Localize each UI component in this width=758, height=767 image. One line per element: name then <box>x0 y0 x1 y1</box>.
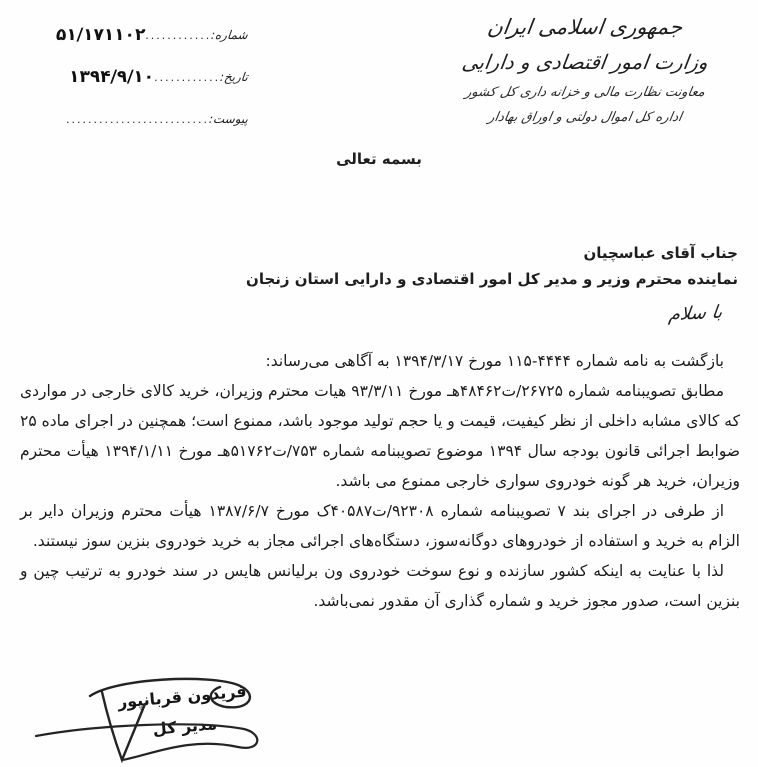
attachment-dots: .......................... <box>66 112 209 126</box>
reference-fields <box>16 20 248 146</box>
date-dots: ............ <box>154 70 221 84</box>
date-value: ۱۳۹۴/۹/۱۰ <box>68 67 155 87</box>
greeting: با سلام <box>667 301 724 326</box>
letterhead-deputy: معاونت نظارت مالی و خزانه داری کل کشور <box>463 85 707 100</box>
signatory-name: فریدون قربانپور <box>116 681 248 712</box>
ref-row-attachment <box>16 104 248 134</box>
ref-row-number <box>16 20 248 50</box>
date-label: تاریخ: <box>219 70 249 84</box>
number-label: شماره: <box>210 28 249 42</box>
addressee-title: نماینده محترم وزیر و مدیر کل امور اقتصادی و دارایی استان زنجان <box>246 270 738 288</box>
signatory-title: مدیر کل <box>151 714 218 739</box>
number-value: ۵۱/۱۷۱۱۰۲ <box>55 25 146 45</box>
addressee <box>20 240 738 292</box>
addressee-name: جناب آقای عباسچیان <box>583 244 738 262</box>
letterhead-ministry: وزارت امور اقتصادی و دارایی <box>460 50 710 74</box>
besmele: بسمه تعالی <box>336 150 422 168</box>
body-paragraph-2: مطابق تصویبنامه شماره ۲۶۷۲۵/ت۴۸۴۶۲هـ مورخ ۹۳/۳/۱۱ هیات محترم وزیران، خرید کالای خارجی در مواردی که کالای مشابه داخلی از نظر کیفیت، قیمت و یا حجم تولید موجود باشد، ممنوع است؛ همچنین در اجرای ماده ۲۵ ضوابط اجرائی قانون بودجه سال ۱۳۹۴ موضوع تصویبنامه شماره ۷۵۳/ت۵۱۷۶۲هـ مورخ ۱۳۹۴/۱/۱۱ هیأت محترم وزیران، خرید هر گونه خودروی سواری خارجی ممنوع می باشد. <box>20 382 741 490</box>
attachment-label: پیوست: <box>208 112 249 126</box>
letterhead-office: اداره کل اموال دولتی و اوراق بهادار <box>486 110 684 125</box>
letter-body <box>20 346 740 616</box>
handwritten-signature-icon <box>28 672 278 767</box>
body-paragraph-3: از طرفی در اجرای بند ۷ تصویبنامه شماره ۹۲۳۰۸/ت۴۰۵۸۷ک مورخ ۱۳۸۷/۶/۷ هیأت محترم وزیران دایر بر الزام به خرید و استفاده از خودروهای دوگانه‌سوز، دستگاه‌های اجرائی مجاز به خرید خودروی بنزین سوز نیستند. <box>20 502 740 550</box>
letterhead <box>420 10 750 130</box>
ref-row-date <box>16 62 248 92</box>
letterhead-country: جمهوری اسلامی ایران <box>485 15 685 39</box>
body-paragraph-4: لذا با عنایت به اینکه کشور سازنده و نوع سوخت خودروی ون برلیانس هایس در سند خودرو به ترتیب چین و بنزین است، صدور مجوز خرید و شماره گذاری آن مقدور نمی‌باشد. <box>20 562 740 610</box>
body-paragraph-1: بازگشت به نامه شماره ۴۴۴۴-۱۱۵ مورخ ۱۳۹۴/۳/۱۷ به آگاهی می‌رساند: <box>265 352 724 370</box>
signature-block <box>28 672 278 767</box>
number-dots: ............ <box>145 28 212 42</box>
